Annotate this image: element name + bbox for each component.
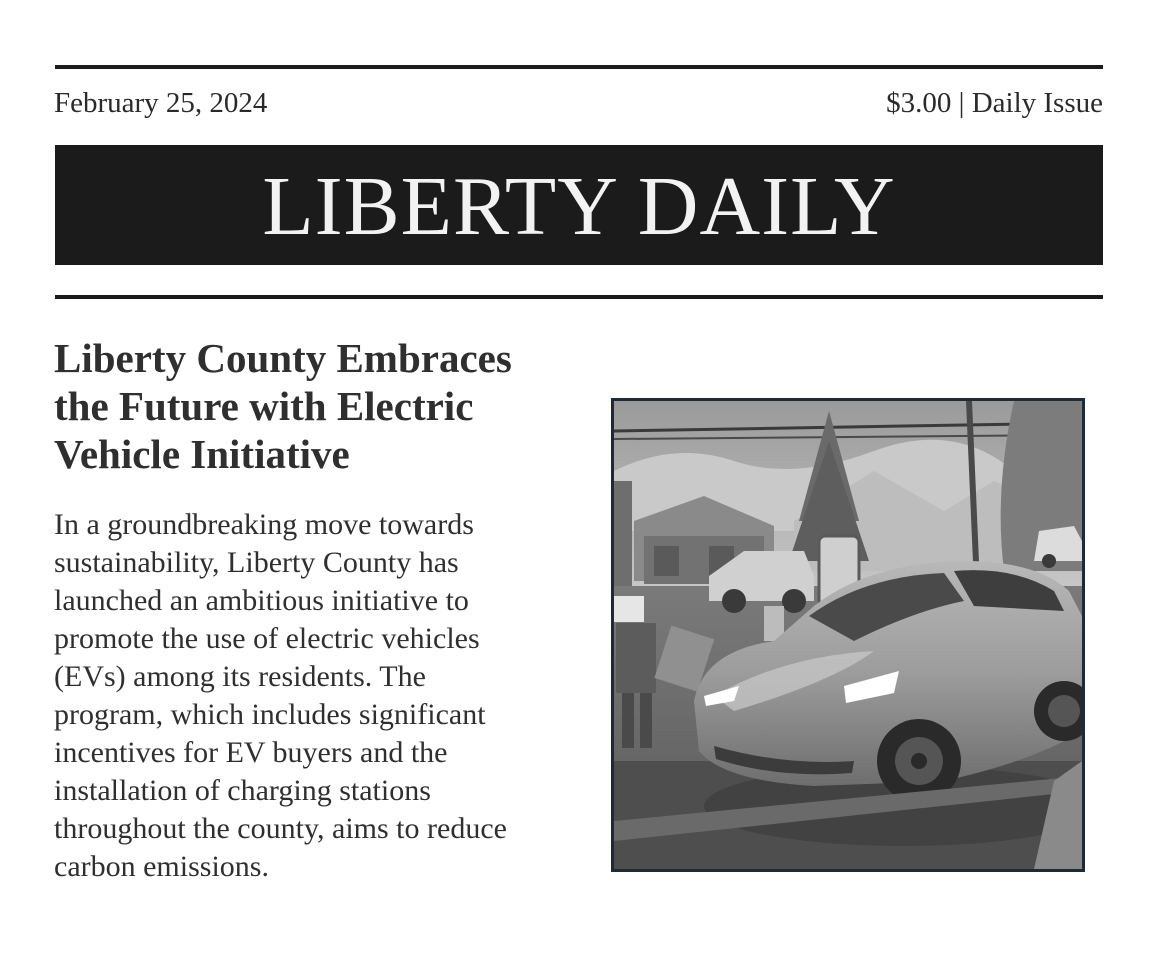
masthead-title: LIBERTY DAILY	[262, 160, 896, 253]
issue-date: February 25, 2024	[54, 87, 268, 119]
car-photo-illustration	[614, 401, 1082, 869]
article-headline: Liberty County Embraces the Future with Electric Vehicle Initiative	[54, 335, 512, 477]
article-photo	[611, 398, 1085, 872]
article-body: In a groundbreaking move towards sustainability, Liberty County has launched an ambitious initiative to promote the use of electric vehicles (EVs) among its residents. The program, which includes significant incentives for EV buyers and the installation of charging stations throughout the county, aims to reduce carbon emissions.	[54, 508, 507, 883]
top-rule	[55, 65, 1103, 69]
bottom-rule	[55, 295, 1103, 299]
masthead	[55, 145, 1103, 265]
price-issue: $3.00 | Daily Issue	[886, 87, 1103, 119]
